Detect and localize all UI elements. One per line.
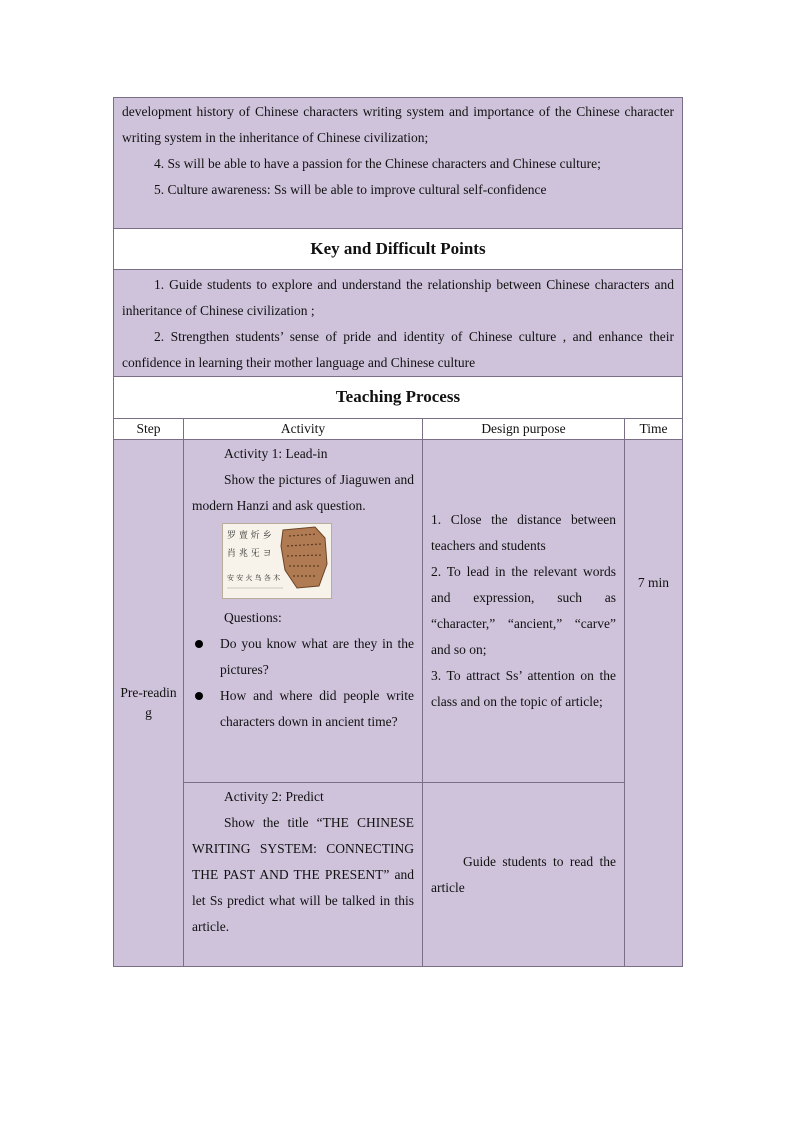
- process-title: Teaching Process: [114, 377, 683, 419]
- objectives-cell: [114, 98, 683, 229]
- objectives-row: [114, 98, 683, 229]
- key-points-row: [114, 270, 683, 377]
- process-title-row: [114, 377, 683, 419]
- process-header-row: [114, 419, 683, 440]
- purpose-1-cell: [423, 440, 625, 783]
- activity-2-title: Activity 2: Predict: [224, 789, 324, 804]
- activity-1-title: Activity 1: Lead-in: [224, 446, 328, 461]
- time-value: 7 min: [637, 575, 670, 590]
- key-points-cell: [114, 270, 683, 377]
- step-cell: [114, 440, 184, 967]
- time-cell: [625, 440, 683, 967]
- activity-1-desc: Show the pictures of Jiaguwen and modern Hanzi and ask question.: [192, 472, 414, 513]
- key-points-title-row: [114, 229, 683, 270]
- header-design-purpose: Design purpose: [423, 419, 625, 440]
- header-time: Time: [625, 419, 683, 440]
- lesson-plan-table: [113, 97, 683, 967]
- objective-item-4: 4. Ss will be able to have a passion for the Chinese characters and Chinese culture;: [154, 156, 601, 171]
- key-points-title: Key and Difficult Points: [114, 229, 683, 270]
- activity-1-cell: [184, 440, 423, 783]
- header-activity: Activity: [184, 419, 423, 440]
- svg-text:罗 亶 炘 乡: 罗 亶 炘 乡: [227, 531, 272, 541]
- key-point-2: 2. Strengthen students’ sense of pride and identity of Chinese culture , and enhance their confidence in learning their mother language and Chinese culture: [122, 329, 674, 370]
- questions-list: [192, 631, 414, 735]
- jiaguwen-hanzi-image: [222, 523, 332, 599]
- activity-2-row: [114, 783, 683, 967]
- questions-label: Questions:: [224, 610, 282, 625]
- svg-text:安 安 火 鸟 各 木: 安 安 火 鸟 各 木: [227, 574, 281, 582]
- question-1: Do you know what are they in the pictures?: [192, 631, 414, 683]
- header-step: Step: [114, 419, 184, 440]
- purpose-1-item-3: 3. To attract Ss’ attention on the class and on the topic of article;: [431, 668, 616, 709]
- activity-1-row: [114, 440, 683, 783]
- question-2: How and where did people write characters down in ancient time?: [192, 683, 414, 735]
- purpose-1-item-1: 1. Close the distance between teachers and students: [431, 512, 616, 553]
- step-label: Pre-reading: [120, 685, 177, 720]
- key-point-1: 1. Guide students to explore and understand the relationship between Chinese characters and inheritance of Chinese civilization ;: [122, 277, 674, 318]
- purpose-2-text: Guide students to read the article: [431, 854, 616, 895]
- svg-text:肖 兆 旡 ヨ: 肖 兆 旡 ヨ: [227, 549, 272, 559]
- objective-item-5: 5. Culture awareness: Ss will be able to improve cultural self-confidence: [154, 182, 547, 197]
- purpose-1-item-2: 2. To lead in the relevant words and expression, such as “character,” “ancient,” “carve” and so on;: [431, 564, 616, 657]
- objectives-line1: development history of Chinese characters writing system and importance of the Chinese character writing system in the inheritance of Chinese civilization;: [122, 104, 674, 145]
- purpose-2-cell: [423, 783, 625, 967]
- activity-2-cell: [184, 783, 423, 967]
- activity-2-desc: Show the title “THE CHINESE WRITING SYSTEM: CONNECTING THE PAST AND THE PRESENT” and let Ss predict what will be talked in this article.: [192, 815, 414, 934]
